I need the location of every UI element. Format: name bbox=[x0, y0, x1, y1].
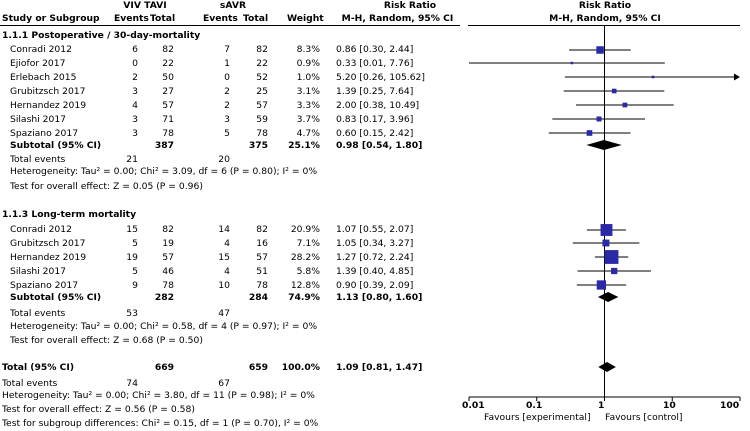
events-1: 3 bbox=[132, 114, 138, 125]
total-2: 82 bbox=[256, 44, 268, 55]
total-1: 78 bbox=[162, 128, 174, 139]
total-1: 46 bbox=[162, 266, 174, 277]
subtotal-label: Subtotal (95% CI) bbox=[10, 292, 102, 303]
risk-ratio-ci: 1.05 [0.34, 3.27] bbox=[336, 238, 414, 249]
overall-label: Total (95% CI) bbox=[2, 362, 75, 373]
total-1: 78 bbox=[162, 280, 174, 291]
overall-total-2: 659 bbox=[248, 362, 268, 373]
total-1: 57 bbox=[162, 100, 174, 111]
subtotal-ci: 1.13 [0.80, 1.60] bbox=[336, 292, 423, 303]
total-2: 59 bbox=[256, 114, 268, 125]
heterogeneity: Heterogeneity: Tau² = 0.00; Chi² = 0.58, df = 4 (P = 0.97); I² = 0% bbox=[10, 321, 318, 332]
total-2: 78 bbox=[256, 128, 268, 139]
risk-ratio-ci: 0.33 [0.01, 7.76] bbox=[336, 58, 414, 69]
study-name: Conradi 2012 bbox=[10, 44, 72, 55]
subtotal-label: Subtotal (95% CI) bbox=[10, 140, 102, 151]
plot-method: M-H, Random, 95% CI bbox=[549, 13, 661, 24]
risk-ratio-ci: 1.07 [0.55, 2.07] bbox=[336, 224, 414, 235]
plot-title: Risk Ratio bbox=[578, 0, 632, 11]
total-1: 82 bbox=[162, 44, 174, 55]
pooled-diamond bbox=[586, 140, 621, 150]
study-name: Ejiofor 2017 bbox=[10, 58, 66, 69]
ci-arrow bbox=[734, 74, 740, 81]
risk-ratio-ci: 1.27 [0.72, 2.24] bbox=[336, 252, 414, 263]
total-1: 27 bbox=[162, 86, 174, 97]
events-2: 4 bbox=[224, 238, 230, 249]
pooled-diamond bbox=[598, 292, 618, 302]
events-1: 15 bbox=[126, 224, 138, 235]
subtotal-total-1: 282 bbox=[154, 292, 174, 303]
risk-ratio-ci: 0.90 [0.39, 2.09] bbox=[336, 280, 414, 291]
total-events-2: 20 bbox=[218, 154, 230, 165]
overall-effect-test: Test for overall effect: Z = 0.56 (P = 0.58) bbox=[2, 404, 195, 415]
events-2: 2 bbox=[224, 86, 230, 97]
study-marker bbox=[623, 103, 628, 108]
study-marker bbox=[597, 116, 602, 121]
events-2: 15 bbox=[218, 252, 230, 263]
overall-effect-test: Test for overall effect: Z = 0.05 (P = 0.96) bbox=[10, 181, 203, 192]
total-2: 57 bbox=[256, 252, 268, 263]
weight: 4.7% bbox=[296, 128, 320, 139]
study-name: Spaziano 2017 bbox=[10, 280, 79, 291]
total-events-label: Total events bbox=[10, 154, 66, 165]
total-2: 78 bbox=[256, 280, 268, 291]
overall-weight: 100.0% bbox=[281, 362, 320, 373]
total-2: 52 bbox=[256, 72, 268, 83]
group1-header: VIV TAVI bbox=[123, 0, 167, 11]
overall-total-1: 669 bbox=[154, 362, 174, 373]
total-2: 51 bbox=[256, 266, 268, 277]
total-2: 57 bbox=[256, 100, 268, 111]
weight: 8.3% bbox=[296, 44, 320, 55]
events-2: 3 bbox=[224, 114, 230, 125]
col-events-2: Events bbox=[203, 13, 238, 24]
study-name: Conradi 2012 bbox=[10, 224, 72, 235]
events-2: 0 bbox=[224, 72, 230, 83]
axis-tick-label: 1 bbox=[598, 400, 605, 411]
events-1: 3 bbox=[132, 128, 138, 139]
weight: 5.8% bbox=[296, 266, 320, 277]
weight: 20.9% bbox=[290, 224, 320, 235]
study-name: Grubitzsch 2017 bbox=[10, 238, 86, 249]
events-1: 9 bbox=[132, 280, 138, 291]
study-name: Erlebach 2015 bbox=[10, 72, 77, 83]
subtotal-weight: 25.1% bbox=[288, 140, 320, 151]
risk-ratio-ci: 2.00 [0.38, 10.49] bbox=[336, 100, 420, 111]
total-2: 82 bbox=[256, 224, 268, 235]
overall-heterogeneity: Heterogeneity: Tau² = 0.00; Chi² = 3.80, df = 11 (P = 0.98); I² = 0% bbox=[2, 390, 315, 401]
events-1: 5 bbox=[132, 238, 138, 249]
study-marker bbox=[587, 130, 593, 136]
axis-tick-label: 0.1 bbox=[526, 400, 543, 411]
col-events-1: Events bbox=[114, 13, 149, 24]
overall-effect-test: Test for overall effect: Z = 0.68 (P = 0.50) bbox=[10, 335, 203, 346]
weight: 3.7% bbox=[296, 114, 320, 125]
events-1: 0 bbox=[132, 58, 138, 69]
study-name: Hernandez 2019 bbox=[10, 100, 87, 111]
col-weight: Weight bbox=[287, 13, 324, 24]
events-1: 4 bbox=[132, 100, 138, 111]
col-study: Study or Subgroup bbox=[2, 13, 100, 24]
study-marker bbox=[612, 89, 617, 94]
study-marker bbox=[652, 76, 655, 79]
total-2: 16 bbox=[256, 238, 268, 249]
events-2: 5 bbox=[224, 128, 230, 139]
axis-tick-label: 0.01 bbox=[462, 400, 485, 411]
subgroup-title: 1.1.3 Long-term mortality bbox=[2, 209, 137, 220]
rr-title: Risk Ratio bbox=[383, 0, 437, 11]
events-2: 14 bbox=[218, 224, 230, 235]
rr-method: M-H, Random, 95% CI bbox=[341, 13, 454, 24]
risk-ratio-ci: 1.39 [0.25, 7.64] bbox=[336, 86, 414, 97]
study-marker bbox=[597, 280, 606, 289]
col-total-2: Total bbox=[243, 13, 269, 24]
study-marker bbox=[611, 268, 617, 274]
total-events-1: 53 bbox=[126, 308, 138, 319]
events-1: 5 bbox=[132, 266, 138, 277]
total-1: 57 bbox=[162, 252, 174, 263]
events-2: 1 bbox=[224, 58, 230, 69]
study-marker bbox=[602, 240, 609, 247]
total-1: 19 bbox=[162, 238, 174, 249]
weight: 3.1% bbox=[296, 86, 320, 97]
subtotal-total-1: 387 bbox=[154, 140, 174, 151]
subtotal-total-2: 375 bbox=[248, 140, 268, 151]
risk-ratio-ci: 1.39 [0.40, 4.85] bbox=[336, 266, 414, 277]
events-1: 19 bbox=[126, 252, 138, 263]
total-events-1: 21 bbox=[126, 154, 138, 165]
events-2: 10 bbox=[218, 280, 230, 291]
study-name: Silashi 2017 bbox=[10, 266, 67, 277]
axis-tick-label: 10 bbox=[663, 400, 676, 411]
events-1: 6 bbox=[132, 44, 138, 55]
total-1: 22 bbox=[162, 58, 174, 69]
col-total-1: Total bbox=[150, 13, 176, 24]
axis-tick-label: 100 bbox=[720, 400, 740, 411]
risk-ratio-ci: 5.20 [0.26, 105.62] bbox=[336, 72, 425, 83]
risk-ratio-ci: 0.60 [0.15, 2.42] bbox=[336, 128, 414, 139]
weight: 0.9% bbox=[296, 58, 320, 69]
study-name: Grubitzsch 2017 bbox=[10, 86, 86, 97]
events-2: 7 bbox=[224, 44, 230, 55]
total-2: 25 bbox=[256, 86, 268, 97]
pooled-diamond bbox=[598, 362, 616, 372]
weight: 7.1% bbox=[296, 238, 320, 249]
study-name: Silashi 2017 bbox=[10, 114, 67, 125]
total-1: 71 bbox=[162, 114, 174, 125]
subtotal-weight: 74.9% bbox=[288, 292, 320, 303]
study-marker bbox=[571, 62, 573, 64]
overall-events-1: 74 bbox=[126, 378, 138, 389]
favours-right-label: Favours [control] bbox=[605, 412, 683, 423]
overall-events-2: 67 bbox=[218, 378, 230, 389]
subtotal-total-2: 284 bbox=[248, 292, 268, 303]
subgroup-title: 1.1.1 Postoperative / 30-day-mortality bbox=[2, 30, 201, 41]
subtotal-ci: 0.98 [0.54, 1.80] bbox=[336, 140, 423, 151]
study-marker bbox=[596, 46, 603, 53]
weight: 28.2% bbox=[290, 252, 320, 263]
risk-ratio-ci: 0.86 [0.30, 2.44] bbox=[336, 44, 414, 55]
weight: 3.3% bbox=[296, 100, 320, 111]
study-marker bbox=[605, 250, 619, 264]
total-events-2: 47 bbox=[218, 308, 230, 319]
overall-events-label: Total events bbox=[2, 378, 58, 389]
group2-header: sAVR bbox=[219, 0, 247, 11]
risk-ratio-ci: 0.83 [0.17, 3.96] bbox=[336, 114, 414, 125]
subgroup-differences-test: Test for subgroup differences: Chi² = 0.15, df = 1 (P = 0.70), I² = 0% bbox=[2, 418, 319, 429]
weight: 1.0% bbox=[296, 72, 320, 83]
study-marker bbox=[601, 224, 613, 236]
events-1: 3 bbox=[132, 86, 138, 97]
weight: 12.8% bbox=[290, 280, 320, 291]
favours-left-label: Favours [experimental] bbox=[484, 412, 591, 423]
total-2: 22 bbox=[256, 58, 268, 69]
total-1: 82 bbox=[162, 224, 174, 235]
events-1: 2 bbox=[132, 72, 138, 83]
overall-ci: 1.09 [0.81, 1.47] bbox=[336, 362, 423, 373]
events-2: 4 bbox=[224, 266, 230, 277]
heterogeneity: Heterogeneity: Tau² = 0.00; Chi² = 3.09, df = 6 (P = 0.80); I² = 0% bbox=[10, 166, 318, 177]
study-name: Spaziano 2017 bbox=[10, 128, 79, 139]
total-1: 50 bbox=[162, 72, 174, 83]
events-2: 2 bbox=[224, 100, 230, 111]
study-name: Hernandez 2019 bbox=[10, 252, 87, 263]
total-events-label: Total events bbox=[10, 308, 66, 319]
